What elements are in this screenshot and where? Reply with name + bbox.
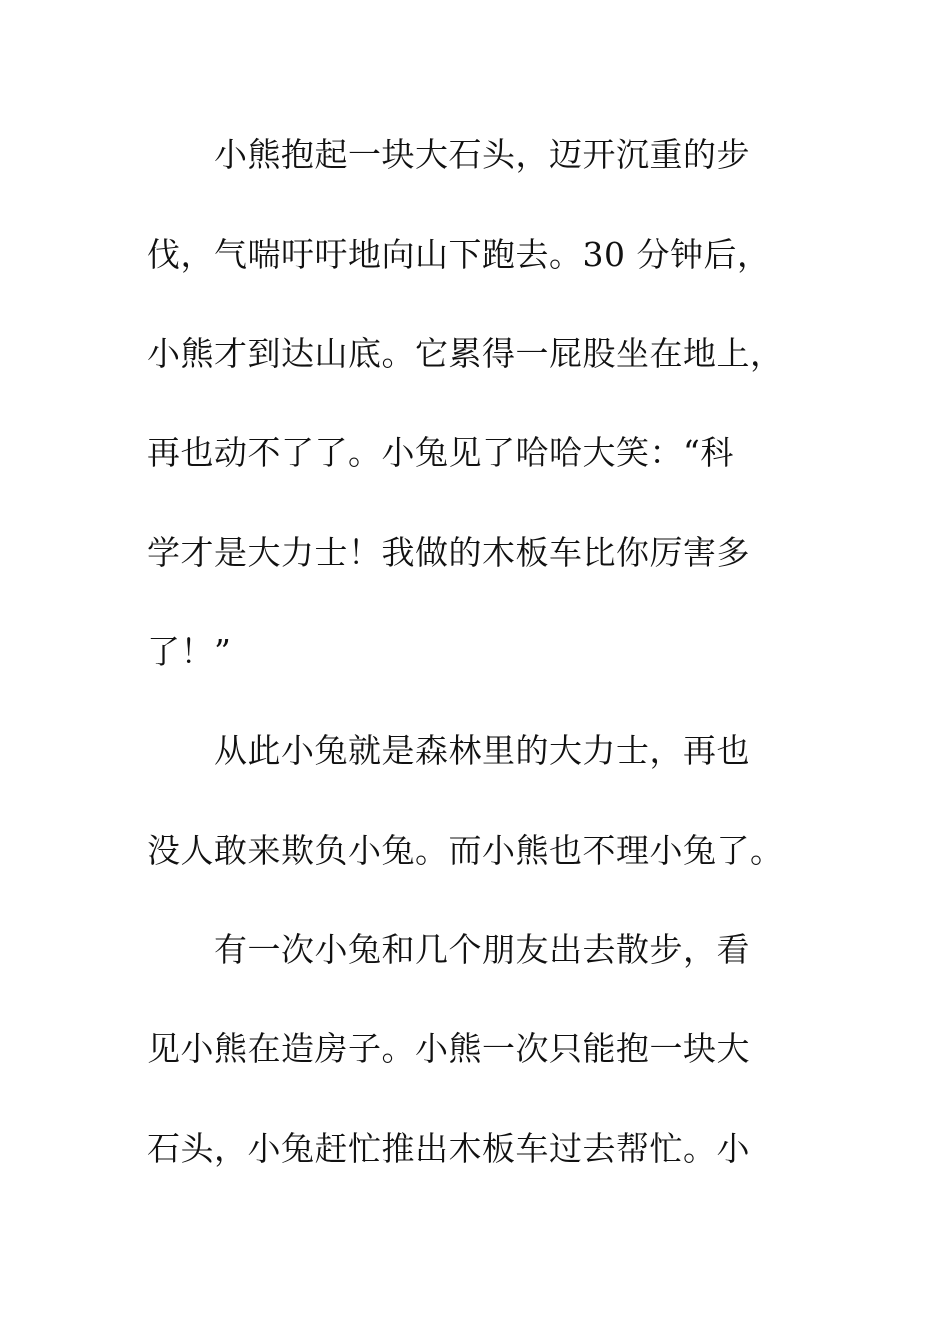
text-line: 有一次小兔和几个朋友出去散步，看 xyxy=(214,930,750,969)
text-line: 见小熊在造房子。小熊一次只能抱一块大 xyxy=(147,1029,750,1068)
text-line: 从此小兔就是森林里的大力士，再也 xyxy=(214,731,750,770)
text-line: 石头，小兔赶忙推出木板车过去帮忙。小 xyxy=(147,1129,750,1168)
text-line: 再也动不了了。小兔见了哈哈大笑：“科 xyxy=(147,433,734,472)
text-line: 学才是大力士！我做的木板车比你厉害多 xyxy=(147,533,750,572)
text-line: 了！” xyxy=(147,632,232,671)
text-line: 小熊抱起一块大石头，迈开沉重的步 xyxy=(214,135,750,174)
text-line: 伐，气喘吁吁地向山下跑去。30 分钟后， xyxy=(147,235,771,274)
text-line: 没人敢来欺负小兔。而小熊也不理小兔了。 xyxy=(147,831,784,870)
text-line: 小熊才到达山底。它累得一屁股坐在地上， xyxy=(147,334,784,373)
